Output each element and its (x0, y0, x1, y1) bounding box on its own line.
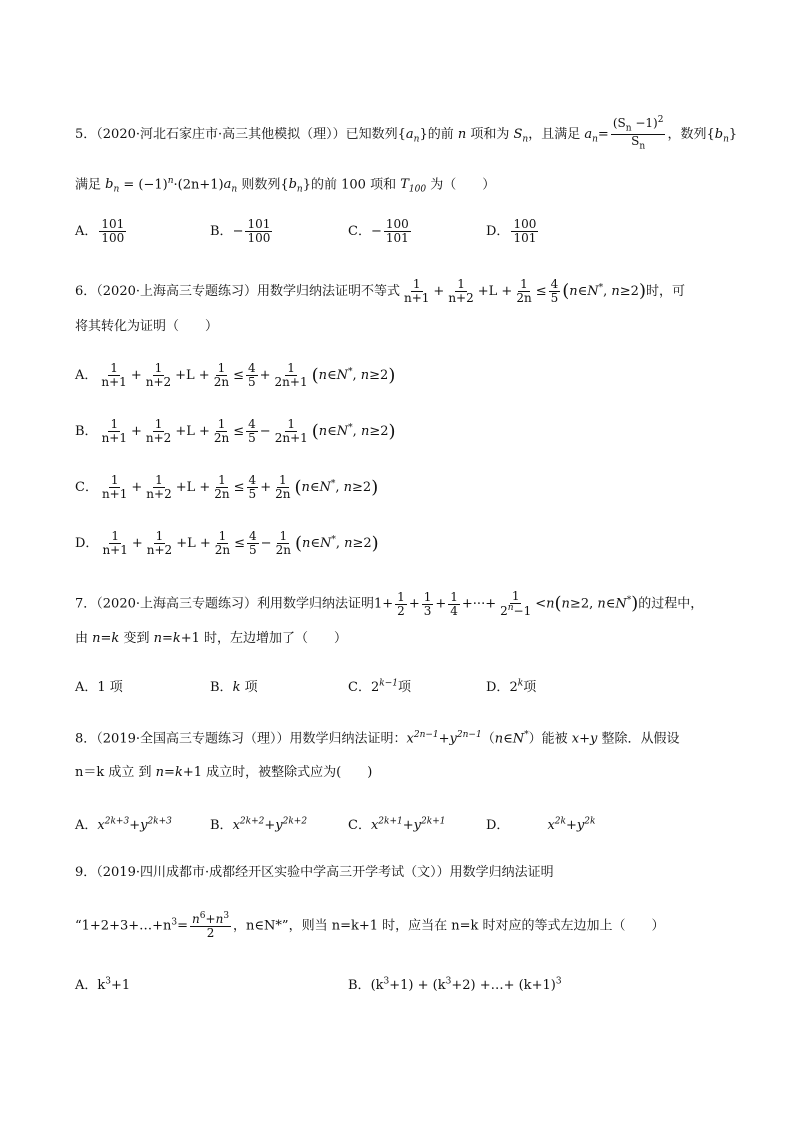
option-text: +1 (111, 978, 131, 993)
q6-text: 6．（2020·上海高三专题练习）用数学归纳法证明不等式 (75, 284, 400, 300)
frac-den: 100 (101, 231, 125, 246)
frac-num: 101 (101, 217, 125, 231)
q9-line1: 9．（2019·四川成都市·成都经开区实验中学高三开学考试（文））用数学归纳法证明 (75, 865, 554, 880)
q5-text: 5．（2020·河北石家庄市·高三其他模拟（理））已知数列{ (75, 126, 406, 142)
q5-text: 则数列{ (237, 177, 289, 193)
q5-text: = (−1) (119, 177, 168, 193)
q9-option-b[interactable]: B．$(k^3+1) + (k^3+2)$ +…+ $(k+1)^3$ (348, 976, 562, 993)
q5-text: } (728, 126, 738, 142)
option-text: +1) + (k (389, 978, 446, 993)
q5-line1: 5．（2020·河北石家庄市·高三其他模拟（理））已知数列$\{a_n\}$的前 n 项和为 $S_n$，且满足 $a_n=$ $\frac{(S_n -1)^2}{S_n}$ ，数列$\{b_n\}$ (75, 115, 738, 152)
q5-text: 满足 (75, 177, 106, 193)
q5-text: ·(2n+1) (173, 177, 224, 193)
q5-text: 为（ ） (426, 177, 496, 193)
q6-option-d[interactable]: D． $\frac{1}{n+1}$ + $\frac{1}{n+2}$ +L + $\frac{1}{2n}$ ≤ $\frac{4}{5}$ − $\frac{1}{2n}$ (n∈N*, n≥2) (75, 529, 379, 558)
option-label: B． (210, 818, 233, 833)
q7-option-a[interactable] (75, 676, 123, 695)
option-label: A． (75, 368, 98, 384)
q5-text: 项和为 (466, 126, 514, 142)
q5-frac-num: (S (612, 116, 626, 130)
q5-text: ，数列{ (667, 126, 715, 142)
q8-option-c[interactable]: C．$x^{2k+1}+y^{2k+1}$ (348, 816, 446, 833)
q6-text: 时，可 (645, 284, 685, 300)
option-label: C． (75, 480, 98, 496)
option-text: k (97, 978, 106, 993)
option-label: D． (75, 536, 99, 552)
q8-text: n＝k 成立 到 (75, 765, 156, 780)
q5-text: ，且满足 (528, 126, 585, 142)
option-label: A． (75, 224, 98, 240)
q7-line2: 由 n=k 变到 n=k+1 时，左边增加了（ ） (75, 631, 348, 646)
option-label: C． (348, 224, 371, 240)
sign: − (370, 224, 382, 240)
frac-num: 100 (385, 217, 409, 231)
q7-text: 变到 (119, 631, 154, 646)
q5-line2: 满足 $b_n = (-1)^n\cdot(2n+1)a_n$ 则数列$\{b_n\}$的前 100 项和 $T_{100}$ 为（ ） (75, 176, 496, 195)
option-label: A． (75, 680, 98, 695)
q8-option-d[interactable]: D． $x^{2k}+y^{2k}$ (486, 816, 596, 833)
q7-text: 7．（2020·上海高三专题练习）利用数学归纳法证明 (75, 596, 374, 612)
frac-den: 101 (513, 231, 537, 246)
frac-den: 100 (247, 231, 271, 246)
option-text: 项 (523, 680, 537, 695)
q5-option-b[interactable] (210, 218, 274, 245)
q7-option-c[interactable]: C．$2^{k-1}$项 (348, 678, 411, 695)
q7-option-d[interactable]: D．2$^k$项 (486, 678, 537, 695)
sign: − (232, 224, 244, 240)
q9-text: = (177, 918, 189, 934)
q9-line2: “$1+2+3+\dots+n^3=$ $\frac{n^6+n^3}{2}$ ，n∈N*”，则当 n=k+1 时，应当在 n=k 时对应的等式左边加上（ ） (75, 911, 665, 941)
option-text: (k (370, 978, 384, 993)
q7-text: 的过程中， (638, 596, 704, 612)
option-text: 项 (397, 680, 411, 695)
q7-line1: 7．（2020·上海高三专题练习）利用数学归纳法证明1+ $\frac{1}{2}$ + $\frac{1}{3}$ + $\frac{1}{4}$ +···+ $\frac{1}{2^n-1}$ <n(n≥2, n∈N*)的过程中， (75, 589, 704, 619)
q6-line2: 将其转化为证明（ ） (75, 319, 219, 334)
q8-option-b[interactable]: B．$x^{2k+2}+y^{2k+2}$ (210, 816, 308, 833)
q8-text: （ (481, 731, 495, 747)
option-label: A． (75, 978, 98, 993)
q5-option-d[interactable] (486, 218, 540, 245)
q9-option-a[interactable]: A．$k^3+1$ (75, 976, 131, 993)
option-label: D． (486, 224, 510, 240)
q5-frac-num: −1) (631, 116, 658, 130)
q6-line1: 6．（2020·上海高三专题练习）用数学归纳法证明不等式 $\frac{1}{n+1}$ + $\frac{1}{n+2}$ +L + $\frac{1}{2n}$ ≤ $\frac{4}{5}$ (n∈N*, n≥2)时，可 (75, 277, 685, 306)
q8-text: 8．（2019·全国高三专题练习（理））用数学归纳法证明： (75, 731, 407, 747)
q8-text: 整除．从假设 (597, 731, 680, 747)
q5-fraction: $\frac{(S_n -1)^2}{S_n}$ (612, 115, 664, 152)
q5-text: }的前 (419, 126, 458, 142)
q7-option-b[interactable]: B．k 项 (210, 680, 258, 695)
q6-option-b[interactable]: B． $\frac{1}{n+1}$ + $\frac{1}{n+2}$ +L + $\frac{1}{2n}$ ≤ $\frac{4}{5}$ − $\frac{1}{2n+1}$ (n∈N*, n≥2) (75, 417, 396, 446)
q7-text: 由 (75, 631, 93, 646)
frac-den: 101 (385, 231, 409, 246)
option-label: D． (486, 818, 510, 833)
option-text: +2) +…+ (k+1) (451, 978, 556, 993)
q9-text: “1+2+3+…+n (75, 918, 172, 934)
frac-num: 100 (513, 217, 537, 231)
option-label: D． (486, 680, 510, 695)
q8-text: 成立时，被整除式应为( ) (202, 765, 373, 780)
q6-option-a[interactable]: A． $\frac{1}{n+1}$ + $\frac{1}{n+2}$ +L + $\frac{1}{2n}$ ≤ $\frac{4}{5}$ + $\frac{1}{2n+1}$ (n∈N*, n≥2) (75, 361, 396, 390)
q8-option-a[interactable]: A．$x^{2k+3}+y^{2k+3}$ (75, 816, 172, 833)
frac-num: 101 (247, 217, 271, 231)
option-label: B． (348, 978, 371, 993)
q5-option-c[interactable] (348, 218, 413, 245)
q8-line1: 8．（2019·全国高三专题练习（理））用数学归纳法证明：$x^{2n-1}+y^{2n-1}(n\in N^*)$能被 x+y 整除．从假设 (75, 730, 680, 747)
q9-text: ，n∈N*”，则当 n=k+1 时，应当在 n=k 时对应的等式左边加上（ ） (233, 918, 665, 934)
q6-option-c[interactable]: C． $\frac{1}{n+1}$ + $\frac{1}{n+2}$ +L + $\frac{1}{2n}$ ≤ $\frac{4}{5}$ + $\frac{1}{2n}$ (n∈N*, n≥2) (75, 473, 379, 502)
option-label: A． (75, 818, 98, 833)
option-label: C． (348, 680, 371, 695)
q5-text: }的前 100 项和 (302, 177, 401, 193)
option-label: B． (75, 424, 98, 440)
q8-text: ）能被 (528, 731, 572, 747)
q8-line2: n＝k 成立 到 n=k+1 成立时，被整除式应为( ) (75, 765, 373, 780)
option-label: B． (210, 224, 233, 240)
option-label: C． (348, 818, 371, 833)
q7-text: 时，左边增加了（ ） (199, 631, 348, 646)
option-label: B． (210, 680, 233, 695)
q5-option-a[interactable] (75, 218, 128, 245)
option-text: 1 项 (97, 680, 123, 695)
option-text: 项 (240, 680, 258, 695)
q5-frac-den: S (631, 134, 640, 149)
